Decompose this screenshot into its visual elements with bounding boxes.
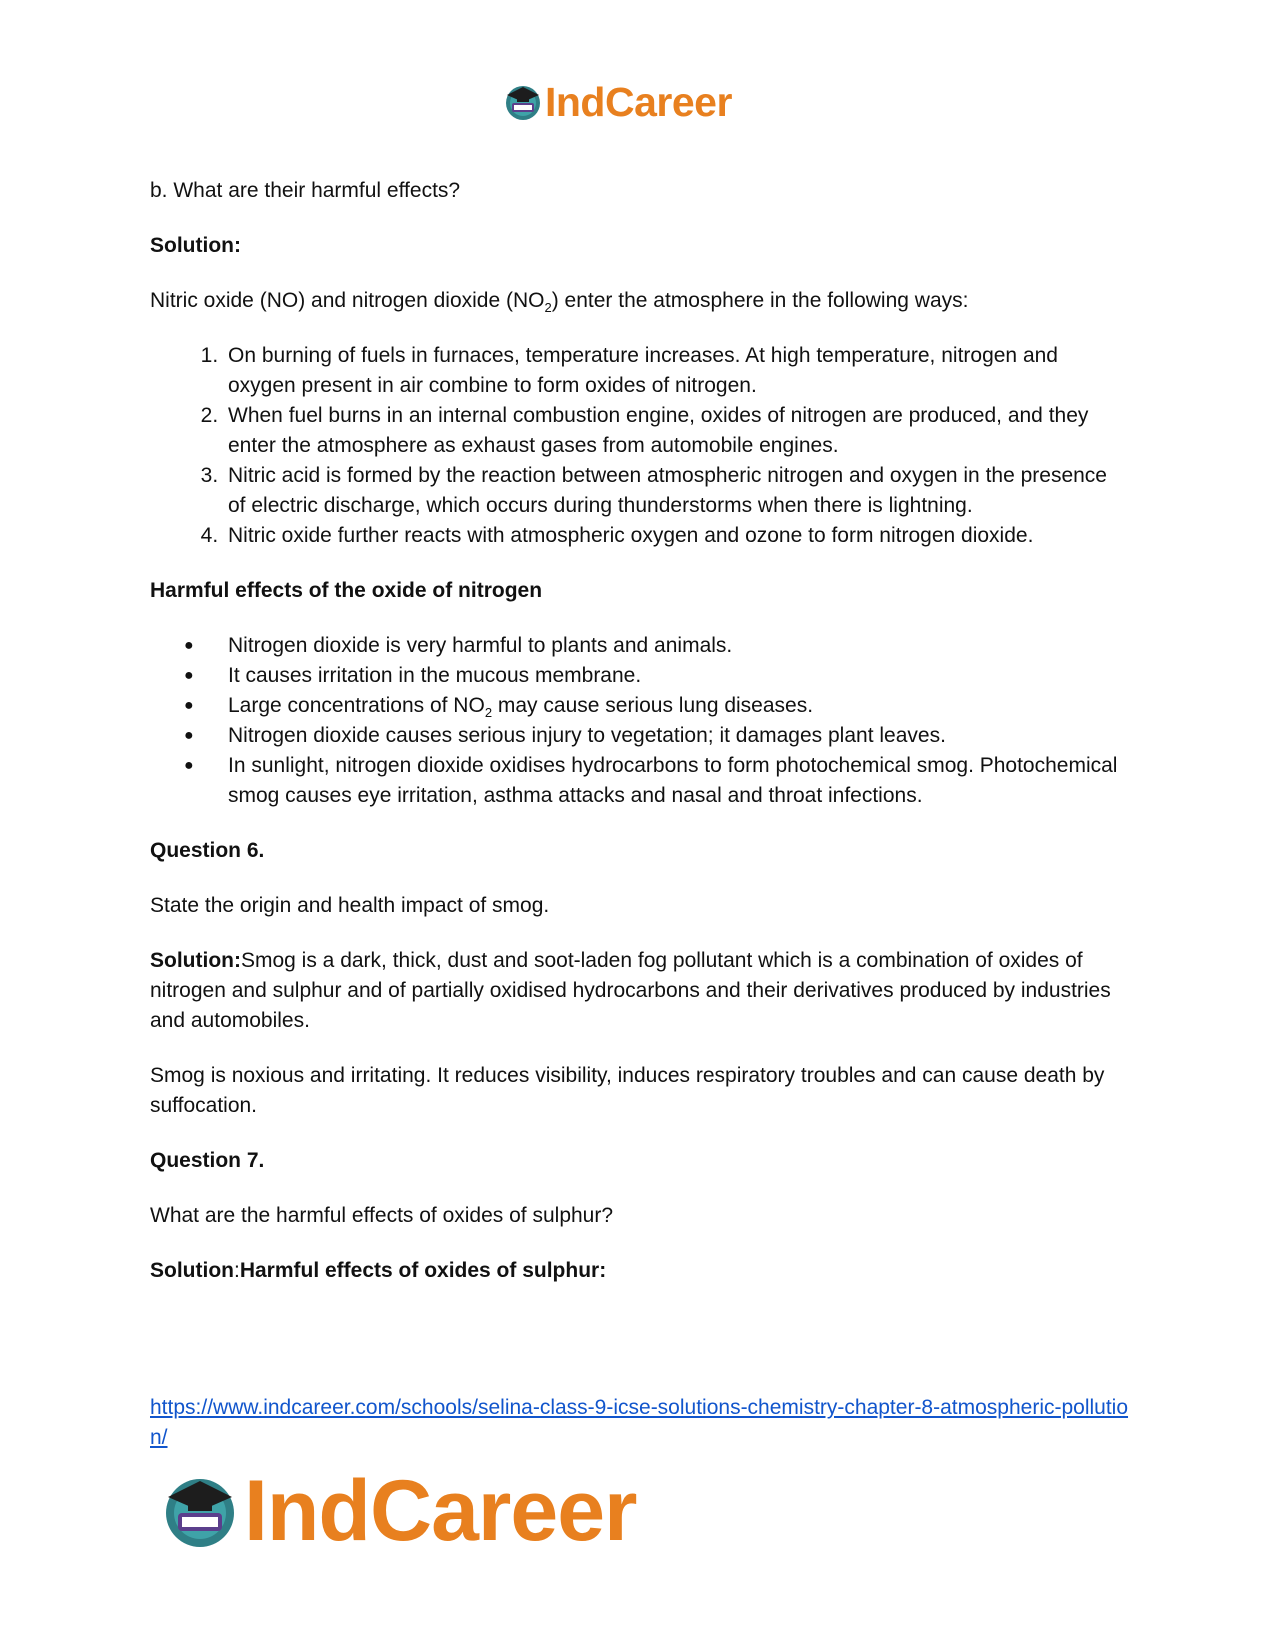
harmful-heading: Harmful effects of the oxide of nitrogen	[150, 579, 543, 602]
list-item	[224, 691, 1130, 721]
effect-3-after: may cause serious lung diseases.	[492, 694, 814, 717]
graduation-globe-icon	[503, 82, 543, 122]
intro-after: ) enter the atmosphere in the following ways:	[551, 289, 969, 312]
intro-paragraph	[150, 286, 1130, 316]
list-item: 3. Nitric acid is formed by the reaction between atmospheric nitrogen and oxygen in the presence of electric discharge, which occurs during thunderstorms when there is lightning.	[224, 461, 1130, 521]
question-6-text: State the origin and health impact of smog.	[150, 894, 550, 917]
intro-before: Nitric oxide (NO) and nitrogen dioxide (NO	[150, 289, 545, 312]
q7-solution-heading: Harmful effects of oxides of sulphur:	[239, 1259, 607, 1282]
question-6-solution	[150, 946, 1130, 1036]
list-item: ● It causes irritation in the mucous membrane.	[224, 661, 1130, 691]
q6-solution-text: Smog is a dark, thick, dust and soot-laden fog pollutant which is a combination of oxides of nitrogen and sulphur and of partially oxidised hydrocarbons and their derivatives produced by industries and automobiles.	[150, 949, 1111, 1032]
source-link[interactable]: https://www.indcareer.com/schools/selina-class-9-icse-solutions-chemistry-chapter-8-atmospheric-pollution/	[150, 1396, 1129, 1449]
logo-wordmark: IndCareer	[244, 1463, 637, 1559]
document-body	[150, 176, 1130, 1311]
header-logo	[503, 80, 732, 124]
question-6-para2: Smog is noxious and irritating. It reduces visibility, induces respiratory troubles and can cause death by suffocation.	[150, 1064, 1105, 1117]
ways-list	[150, 341, 1130, 551]
q6-solution-label: Solution:	[150, 949, 241, 972]
question-6-title: Question 6.	[150, 839, 265, 862]
footer-logo	[160, 1463, 637, 1559]
q7-solution-label: Solution	[150, 1259, 234, 1282]
question-7-title: Question 7.	[150, 1149, 265, 1172]
question-7-solution	[150, 1256, 1130, 1286]
question-b: b. What are their harmful effects?	[150, 179, 461, 202]
list-item: 4. Nitric oxide further reacts with atmospheric oxygen and ozone to form nitrogen dioxide.	[224, 521, 1130, 551]
graduation-globe-icon	[160, 1471, 240, 1551]
list-item: 2. When fuel burns in an internal combustion engine, oxides of nitrogen are produced, and they enter the atmosphere as exhaust gases from automobile engines.	[224, 401, 1130, 461]
q7-colon: :	[233, 1259, 240, 1282]
effect-3-subscript: 2	[484, 705, 493, 720]
footer-link-block	[150, 1393, 1140, 1453]
intro-subscript: 2	[544, 300, 552, 315]
effects-list	[150, 631, 1130, 811]
list-item: ● Nitrogen dioxide is very harmful to plants and animals.	[224, 631, 1130, 661]
effect-3-before: Large concentrations of NO	[228, 694, 485, 717]
list-item: ● In sunlight, nitrogen dioxide oxidises hydrocarbons to form photochemical smog. Photochemical smog causes eye irritation, asthma attacks and nasal and throat infections.	[224, 751, 1130, 811]
list-item: 1. On burning of fuels in furnaces, temperature increases. At high temperature, nitrogen and oxygen present in air combine to form oxides of nitrogen.	[224, 341, 1130, 401]
list-item: ● Nitrogen dioxide causes serious injury to vegetation; it damages plant leaves.	[224, 721, 1130, 751]
logo-wordmark: IndCareer	[545, 78, 732, 125]
question-7-text: What are the harmful effects of oxides of sulphur?	[150, 1204, 614, 1227]
solution-label: Solution:	[150, 234, 241, 257]
